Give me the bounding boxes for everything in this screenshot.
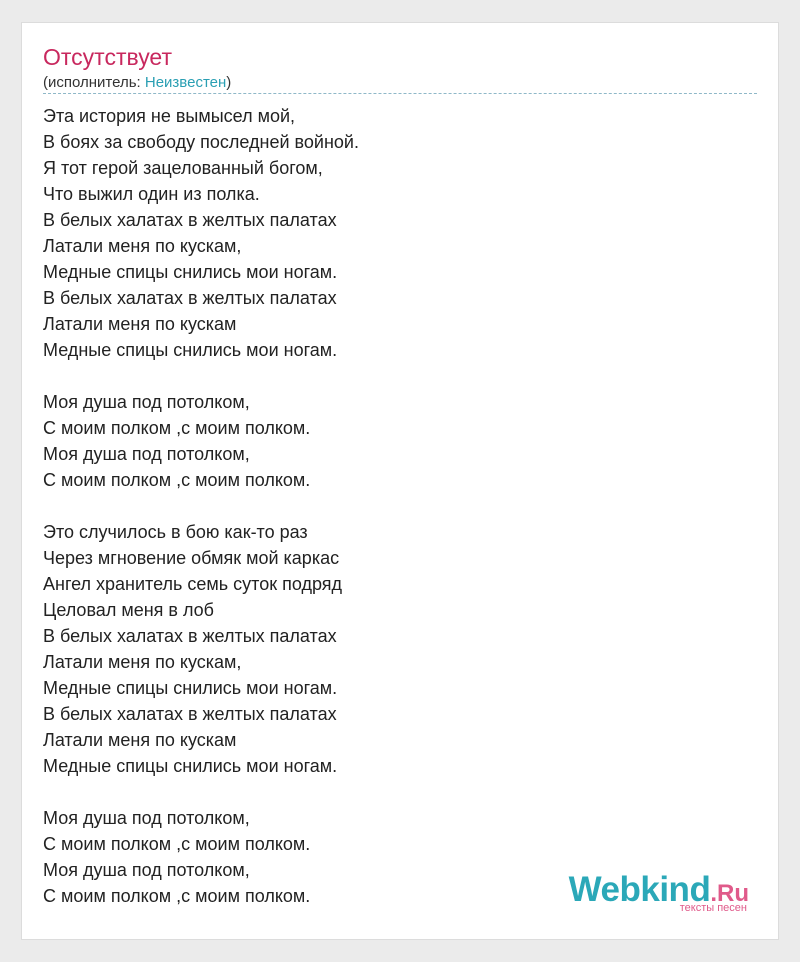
lyric-line: В боях за свободу последней войной.: [43, 132, 359, 152]
lyric-line: В белых халатах в желтых палатах: [43, 288, 337, 308]
lyric-line: С моим полком ,с моим полком.: [43, 470, 311, 490]
lyric-line: В белых халатах в желтых палатах: [43, 704, 337, 724]
lyric-line: Медные спицы снились мои ногам.: [43, 756, 338, 776]
artist-prefix: (исполнитель:: [43, 74, 145, 91]
song-title: Отсутствует: [43, 44, 172, 70]
lyric-line: Латали меня по кускам,: [43, 652, 242, 672]
lyric-line: С моим полком ,с моим полком.: [43, 886, 311, 906]
lyric-line: Ангел хранитель семь суток подряд: [43, 574, 343, 594]
artist-suffix: ): [226, 74, 232, 91]
lyric-line: Моя душа под потолком,: [43, 860, 250, 880]
webkind-logo[interactable]: [559, 871, 749, 915]
artist-line: [43, 73, 231, 92]
lyric-line: Моя душа под потолком,: [43, 444, 250, 464]
divider: [43, 93, 757, 94]
logo-word: Webkind: [568, 870, 711, 909]
lyric-line: С моим полком ,с моим полком.: [43, 418, 311, 438]
stanza-gap: [43, 363, 743, 389]
lyric-line: Медные спицы снились мои ногам.: [43, 262, 338, 282]
logo-tagline: тексты песен: [679, 902, 747, 914]
lyric-line: Медные спицы снились мои ногам.: [43, 678, 338, 698]
lyric-line: С моим полком ,с моим полком.: [43, 834, 311, 854]
stanza-gap: [43, 493, 743, 519]
lyric-line: Латали меня по кускам,: [43, 236, 242, 256]
lyric-line: Моя душа под потолком,: [43, 392, 250, 412]
lyrics-text: [43, 103, 743, 909]
lyric-line: В белых халатах в желтых палатах: [43, 626, 337, 646]
stanza-gap: [43, 779, 743, 805]
lyric-line: Моя душа под потолком,: [43, 808, 250, 828]
lyrics-card: [21, 22, 779, 940]
logo-tld: .Ru: [710, 880, 749, 907]
lyric-line: Медные спицы снились мои ногам.: [43, 340, 338, 360]
lyric-line: Латали меня по кускам: [43, 730, 237, 750]
lyric-line: Эта история не вымысел мой,: [43, 106, 296, 126]
lyric-line: Латали меня по кускам: [43, 314, 237, 334]
lyric-line: Целовал меня в лоб: [43, 600, 214, 620]
lyric-line: В белых халатах в желтых палатах: [43, 210, 337, 230]
lyric-line: Я тот герой зацелованный богом,: [43, 158, 323, 178]
lyric-line: Через мгновение обмяк мой каркас: [43, 548, 340, 568]
lyric-line: Это случилось в бою как-то раз: [43, 522, 308, 542]
artist-link[interactable]: Неизвестен: [144, 74, 227, 91]
lyric-line: Что выжил один из полка.: [43, 184, 260, 204]
